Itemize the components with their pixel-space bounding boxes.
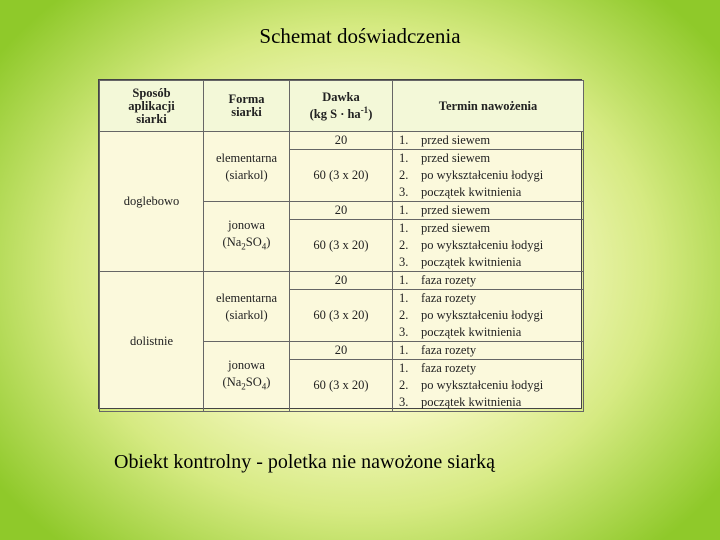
timing-item <box>393 324 583 341</box>
header-form-line: Forma <box>228 92 265 106</box>
timing-item <box>393 254 583 271</box>
timing-item <box>393 342 583 359</box>
formula-part: ) <box>266 375 271 390</box>
timing-cell <box>393 342 584 360</box>
dose-cell: 20 <box>290 272 393 290</box>
form-name: elementarna <box>215 290 278 305</box>
timing-text: przed siewem <box>421 203 491 217</box>
form-cell <box>204 272 290 342</box>
timing-item <box>393 307 583 324</box>
header-dose <box>290 81 393 132</box>
timing-item <box>393 290 583 307</box>
form-detail: (siarkol) <box>225 307 268 322</box>
timing-cell <box>393 290 584 342</box>
table-row <box>100 132 584 150</box>
form-cell <box>204 132 290 202</box>
table-row <box>100 272 584 290</box>
method-cell: doglebowo <box>100 132 204 272</box>
header-method-line: aplikacji <box>128 98 175 113</box>
header-form-line: siarki <box>231 105 262 119</box>
timing-number: 2. <box>399 378 409 392</box>
timing-number: 2. <box>399 308 409 322</box>
timing-cell <box>393 360 584 412</box>
timing-text: faza rozety <box>421 291 477 305</box>
timing-number: 3. <box>399 185 409 199</box>
timing-text: faza rozety <box>421 273 477 287</box>
timing-text: przed siewem <box>421 133 491 147</box>
timing-text: po wykształceniu łodygi <box>421 168 544 182</box>
formula-part: SO <box>245 375 262 390</box>
timing-text: po wykształceniu łodygi <box>421 238 544 252</box>
timing-item <box>393 377 583 394</box>
formula-subscript: 2 <box>241 241 246 252</box>
timing-item <box>393 167 583 184</box>
timing-item <box>393 272 583 289</box>
timing-item <box>393 220 583 237</box>
timing-text: początek kwitnienia <box>421 185 522 199</box>
page-title: Schemat doświadczenia <box>259 24 461 48</box>
form-name: jonowa <box>228 358 265 373</box>
formula-part: ) <box>266 235 271 250</box>
form-formula <box>204 234 289 256</box>
timing-cell <box>393 132 584 150</box>
timing-number: 1. <box>399 291 409 305</box>
timing-cell <box>393 272 584 290</box>
timing-number: 1. <box>399 151 409 165</box>
formula-subscript: 2 <box>241 381 246 392</box>
timing-number: 1. <box>399 361 409 375</box>
timing-cell <box>393 202 584 220</box>
form-cell <box>204 342 290 412</box>
timing-number: 2. <box>399 168 409 182</box>
timing-item <box>393 394 583 411</box>
formula-part: SO <box>245 235 262 250</box>
timing-item <box>393 202 583 219</box>
timing-cell <box>393 220 584 272</box>
form-detail: (siarkol) <box>225 167 268 182</box>
timing-text: początek kwitnienia <box>421 255 522 269</box>
header-dose-line1: Dawka <box>322 89 360 104</box>
timing-text: początek kwitnienia <box>421 325 522 339</box>
timing-text: po wykształceniu łodygi <box>421 308 544 322</box>
form-name: elementarna <box>215 150 278 165</box>
timing-number: 3. <box>399 325 409 339</box>
timing-number: 1. <box>399 203 409 217</box>
form-formula <box>204 374 289 396</box>
dose-cell: 60 (3 x 20) <box>290 150 393 202</box>
dose-cell: 60 (3 x 20) <box>290 290 393 342</box>
dose-cell: 20 <box>290 132 393 150</box>
dose-cell: 60 (3 x 20) <box>290 360 393 412</box>
timing-item <box>393 132 583 149</box>
header-method-line: siarki <box>136 111 167 126</box>
timing-number: 1. <box>399 133 409 147</box>
form-cell <box>204 202 290 272</box>
header-dose-close: ) <box>368 107 373 122</box>
timing-number: 1. <box>399 221 409 235</box>
control-note: Obiekt kontrolny - poletka nie nawożone siarką <box>114 451 495 473</box>
formula-subscript: 4 <box>261 241 267 252</box>
timing-text: faza rozety <box>421 361 477 375</box>
dose-cell: 20 <box>290 342 393 360</box>
formula-part: (Na <box>222 375 242 390</box>
header-dose-line2 <box>290 104 392 121</box>
header-method-line: Sposób <box>132 85 171 100</box>
header-method <box>100 81 204 132</box>
timing-number: 3. <box>399 255 409 269</box>
formula-subscript: 4 <box>261 381 267 392</box>
timing-text: przed siewem <box>421 221 491 235</box>
timing-number: 1. <box>399 273 409 287</box>
timing-item <box>393 360 583 377</box>
timing-cell <box>393 150 584 202</box>
timing-item <box>393 184 583 201</box>
timing-number: 3. <box>399 395 409 409</box>
dose-cell: 60 (3 x 20) <box>290 220 393 272</box>
header-timing: Termin nawożenia <box>393 81 584 132</box>
timing-number: 1. <box>399 343 409 357</box>
experiment-table <box>98 79 582 409</box>
timing-number: 2. <box>399 238 409 252</box>
header-dose-unit: (kg S · ha <box>309 107 361 122</box>
timing-text: po wykształceniu łodygi <box>421 378 544 392</box>
timing-text: początek kwitnienia <box>421 395 522 409</box>
table-header-row <box>100 81 584 132</box>
timing-text: faza rozety <box>421 343 477 357</box>
header-form <box>204 81 290 132</box>
method-cell: dolistnie <box>100 272 204 412</box>
header-dose-exponent: -1 <box>360 104 369 115</box>
timing-item <box>393 150 583 167</box>
formula-part: (Na <box>222 235 242 250</box>
form-name: jonowa <box>228 218 265 233</box>
timing-text: przed siewem <box>421 151 491 165</box>
dose-cell: 20 <box>290 202 393 220</box>
timing-item <box>393 237 583 254</box>
